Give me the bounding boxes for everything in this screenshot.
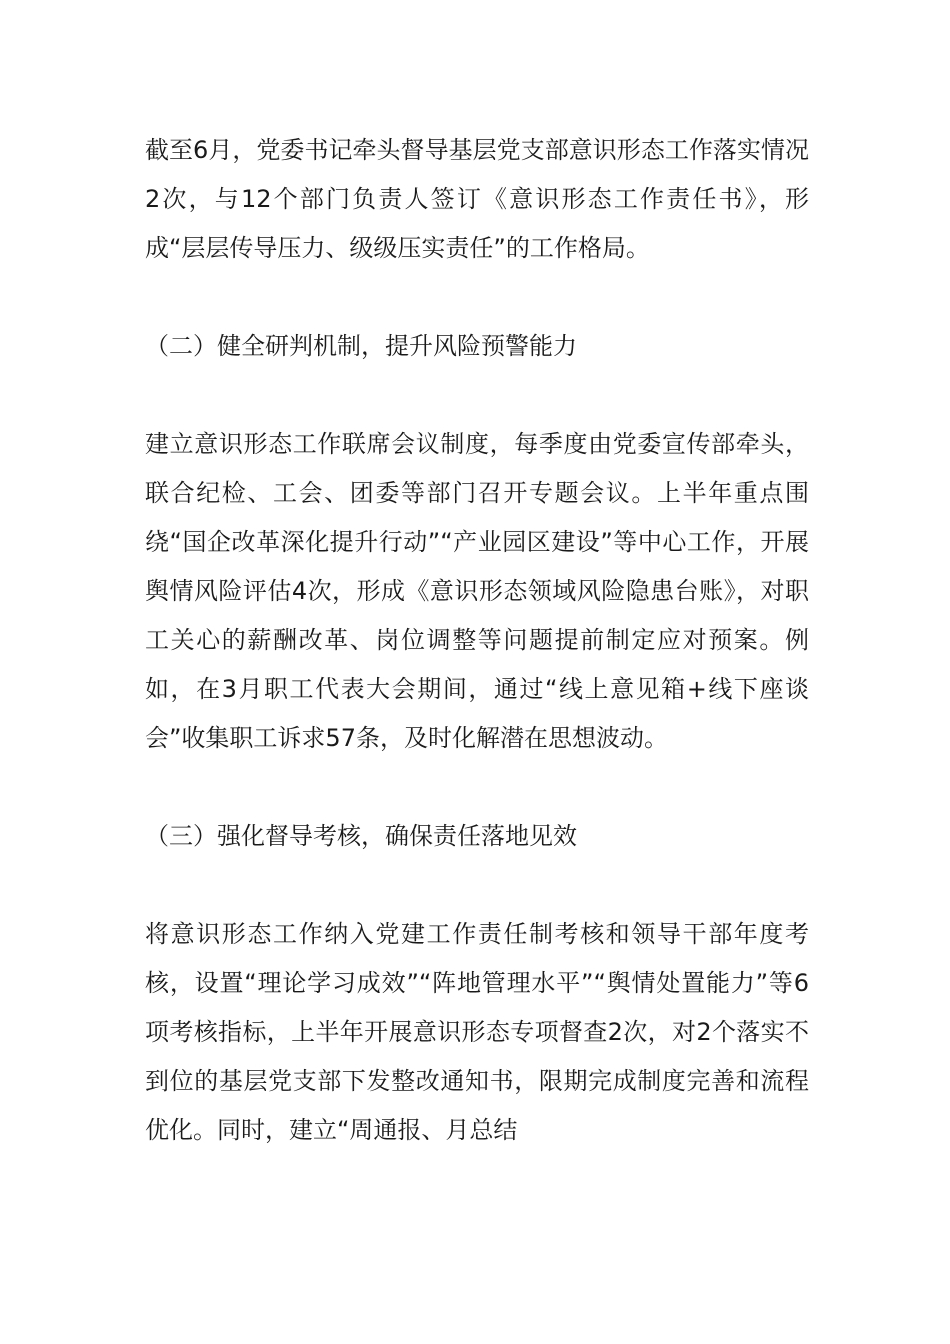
document-body: [145, 126, 809, 1155]
paragraph-gap: [145, 273, 809, 322]
section-heading-3: （三）强化督导考核，确保责任落地见效: [145, 822, 577, 850]
paragraph-gap: [145, 763, 809, 812]
paragraph-gap: [145, 371, 809, 420]
paragraph-supervision-assessment: 将意识形态工作纳入党建工作责任制考核和领导干部年度考核，设置“理论学习成效”“阵地管理水平”“舆情处置能力”等6项考核指标，上半年开展意识形态专项督查2次，对2个落实不到位的基层党支部下发整改通知书，限期完成制度完善和流程优化。同时，建立“周通报、月总结: [145, 920, 809, 1144]
section-heading-2: （二）健全研判机制，提升风险预警能力: [145, 332, 577, 360]
paragraph-risk-assessment: 建立意识形态工作联席会议制度，每季度由党委宣传部牵头，联合纪检、工会、团委等部门召开专题会议。上半年重点围绕“国企改革深化提升行动”“产业园区建设”等中心工作，开展舆情风险评估4次，形成《意识形态领域风险隐患台账》，对职工关心的薪酬改革、岗位调整等问题提前制定应对预案。例如，在3月职工代表大会期间，通过“线上意见箱+线下座谈会”收集职工诉求57条，及时化解潜在思想波动。: [145, 430, 809, 752]
paragraph-gap: [145, 861, 809, 910]
paragraph-responsibility-implementation: 截至6月，党委书记牵头督导基层党支部意识形态工作落实情况2次，与12个部门负责人签订《意识形态工作责任书》，形成“层层传导压力、级级压实责任”的工作格局。: [145, 136, 809, 262]
